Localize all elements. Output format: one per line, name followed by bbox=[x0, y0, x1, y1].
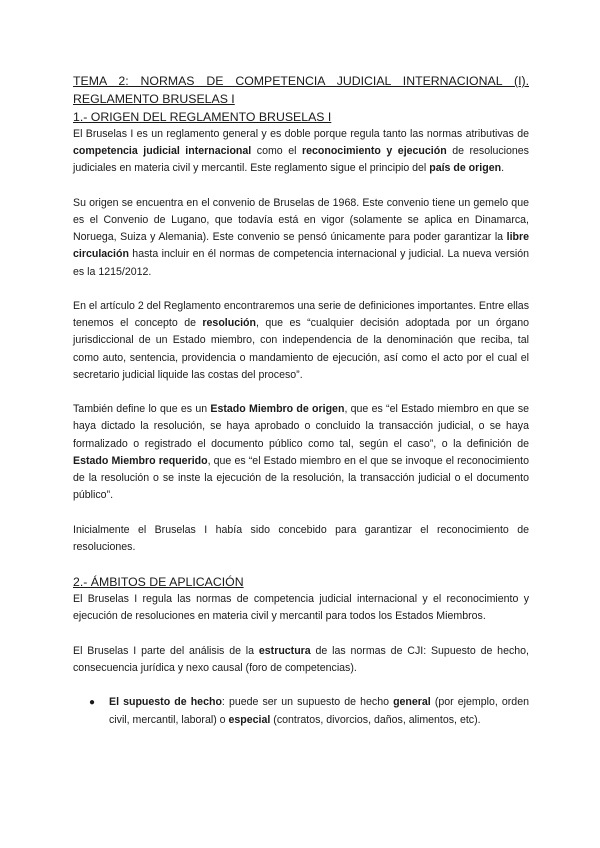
text-run: En el artículo 2 del Reglamento encontraremos una serie de definiciones importantes. Entre ellas tenemos el concepto de bbox=[73, 300, 529, 330]
section-1-paragraph-2 bbox=[73, 195, 529, 281]
section-1-paragraph-4 bbox=[73, 401, 529, 504]
bold-term: país de origen bbox=[429, 162, 502, 175]
bullet-icon: ● bbox=[89, 697, 96, 709]
text-run: Su origen se encuentra en el convenio de Bruselas de 1968. Este convenio tiene un gemelo que es el Convenio de Lugano, que todavía está en vigor (solamente se aplica en Dinamarca, Noruega, Suiza y Alemania). Este convenio se pensó únicamente para poder garantizar la bbox=[73, 196, 529, 244]
bold-term: resolución bbox=[202, 317, 256, 330]
text-run: . bbox=[501, 162, 505, 175]
bold-term: general bbox=[393, 696, 431, 709]
bold-term: estructura bbox=[258, 644, 311, 657]
text-run: (por ejemplo, orden civil, mercantil, laboral) o bbox=[109, 696, 529, 726]
section-2-heading: 2.- ÁMBITOS DE APLICACIÓN bbox=[73, 575, 244, 590]
bold-term: competencia judicial internacional bbox=[73, 145, 252, 158]
text-run: , que es “el Estado miembro en el que se invoque el reconocimiento de la resolución o se inste la ejecución de la resolución, la transacción judicial o el documento público”. bbox=[73, 454, 529, 502]
text-run: como el bbox=[251, 145, 302, 158]
text-run: (contratos, divorcios, daños, alimentos, etc). bbox=[270, 713, 481, 726]
document-title-line2: REGLAMENTO BRUSELAS I bbox=[73, 92, 235, 106]
bullet-list bbox=[73, 694, 529, 728]
text-run: hasta incluir en él normas de competencia internacional y judicial. La nueva versión es la 1215/2012. bbox=[73, 248, 529, 278]
bold-term: Estado Miembro requerido bbox=[73, 454, 208, 467]
text-run: de resoluciones judiciales en materia civil y mercantil. Este reglamento sigue el principio del bbox=[73, 145, 529, 175]
text-run: de las normas de CJI: Supuesto de hecho, consecuencia jurídica y nexo causal (foro de competencias). bbox=[73, 644, 529, 674]
text-run: , que es “el Estado miembro en que se haya dictado la resolución, se haya aprobado o concluido la transacción judicial, o se haya formalizado o registrado el documento público como tal, según el caso”, o la definición de bbox=[73, 403, 530, 450]
bold-term: especial bbox=[228, 713, 271, 726]
section-1-paragraph-3 bbox=[73, 298, 529, 384]
text-run: El Bruselas I parte del análisis de la bbox=[73, 644, 259, 657]
section-2-paragraph-1: El Bruselas I regula las normas de competencia judicial internacional y el reconocimiento y ejecución de resoluciones en materia civil y mercantil para todos los Estados Miembros. bbox=[73, 593, 529, 623]
bold-term: reconocimiento y ejecución bbox=[301, 145, 447, 158]
bold-term: El supuesto de hecho bbox=[109, 696, 222, 709]
text-run: , que es “cualquier decisión adoptada por un órgano jurisdiccional de un Estado miembro, con independencia de la denominación que reciba, tal como auto, sentencia, providencia o mandamiento de ejecución, así como el acto por el cual el secretario judicial liquide las costas del proceso”. bbox=[73, 317, 529, 381]
text-run: También define lo que es un bbox=[73, 403, 211, 416]
bold-term: libre circulación bbox=[73, 231, 529, 261]
bold-term: Estado Miembro de origen bbox=[210, 403, 345, 416]
section-1-paragraph-5: Inicialmente el Bruselas I había sido concebido para garantizar el reconocimiento de resoluciones. bbox=[73, 523, 529, 553]
list-item bbox=[73, 694, 529, 728]
document-title-line1: TEMA 2: NORMAS DE COMPETENCIA JUDICIAL INTERNACIONAL (I). bbox=[73, 74, 529, 88]
section-2-paragraph-2 bbox=[73, 643, 529, 677]
text-run: : puede ser un supuesto de hecho bbox=[221, 696, 394, 709]
section-1-paragraph-1 bbox=[73, 126, 529, 178]
document-page bbox=[73, 72, 529, 729]
section-1-heading: 1.- ORIGEN DEL REGLAMENTO BRUSELAS I bbox=[73, 110, 332, 124]
text-run: El Bruselas I es un reglamento general y es doble porque regula tanto las normas atributivas de bbox=[73, 128, 529, 140]
